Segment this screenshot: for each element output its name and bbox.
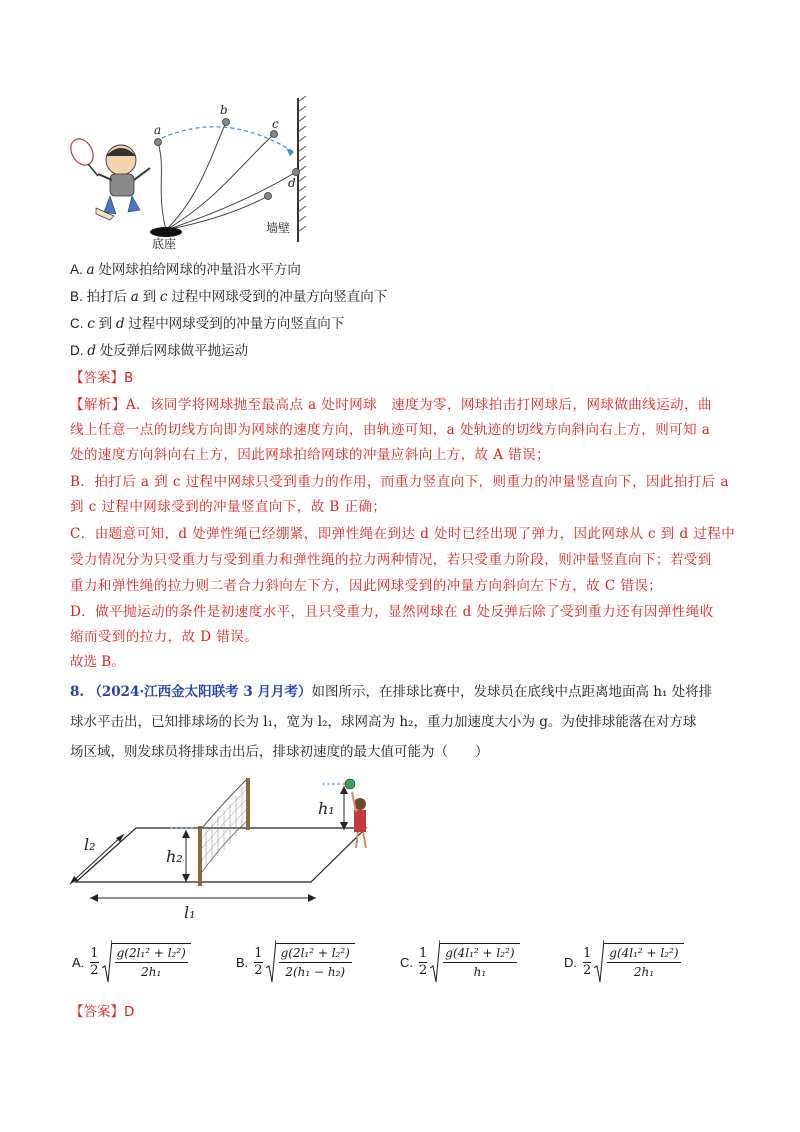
point-d-label: d — [288, 176, 296, 190]
l2-label: l₂ — [84, 835, 96, 854]
choice-d: D. $\frac{1}{2}$ g(4l₁² + l₂²) 2h₁ — [564, 937, 684, 987]
q8-source: （2024·江西金太阳联考 3 月月考） — [88, 684, 312, 700]
q7-analysis-line-2: 线上任意一点的切线方向即为网球的速度方向，由轨迹可知，a 处轨迹的切线方向斜向右上方，则可知 a — [70, 422, 711, 438]
q7-analysis-line-7: 受力情况分为只受重力与受到重力和弹性绳的拉力两种情况，若只受重力阶段，则冲量竖直向下；若受到 — [70, 552, 712, 568]
choice-c: C. $\frac{1}{2}$ g(4l₁² + l₂²) h₁ — [400, 937, 520, 987]
choice-a: A. $\frac{1}{2}$ g(2l₁² + l₂²) 2h₁ — [72, 937, 191, 987]
h1-label: h₁ — [318, 799, 335, 818]
q7-analysis-line-8: 重力和弹性绳的拉力则二者合力斜向左下方，因此网球受到的冲量方向斜向左下方，故 C 错误； — [70, 578, 663, 594]
q7-analysis-line-9: D．做平抛运动的条件是初速度水平，且只受重力，显然网球在 d 处反弹后除了受到重力还有因弹性绳收 — [70, 604, 714, 620]
point-a-label: a — [154, 123, 162, 137]
q7-answer: 【答案】B — [70, 370, 134, 386]
analysis-label: 【解析】 — [70, 397, 126, 413]
q8-number: 8. — [70, 684, 85, 700]
q8-answer: 【答案】D — [70, 1004, 135, 1020]
q7-analysis-line-5: 到 c 过程中网球受到的冲量竖直向下，故 B 正确； — [70, 499, 387, 515]
tennis-figure — [66, 90, 326, 250]
choice-b: B. $\frac{1}{2}$ g(2l₁² + l₂²) 2(h₁ − h₂) — [236, 937, 355, 987]
option-b: B. 拍打后 a 到 c 过程中网球受到的冲量方向竖直向下 — [70, 289, 388, 305]
q7-analysis-line-6: C．由题意可知，d 处弹性绳已经绷紧，即弹性绳在到达 d 处时已经出现了弹力，因此网球从 c 到 d 过程中 — [70, 526, 736, 542]
q7-analysis-line-3: 处的速度方向斜向右上方，因此网球拍给网球的冲量应斜向上方，故 A 错误； — [70, 447, 551, 463]
point-c-label: c — [272, 117, 279, 131]
q7-analysis-line-11: 故选 B。 — [70, 654, 125, 670]
q7-analysis-line-4: B．拍打后 a 到 c 过程中网球只受到重力的作用，而重力竖直向下，则重力的冲量竖直向下，因此拍打后 a — [70, 474, 729, 490]
option-d: D. d 处反弹后网球做平抛运动 — [70, 343, 249, 359]
q8-stem-line-2: 球水平击出，已知排球场的长为 l₁，宽为 l₂，球网高为 h₂，重力加速度大小为 g。为使排球能落在对方球 — [70, 714, 697, 730]
q7-analysis-line-10: 缩而受到的拉力，故 D 错误。 — [70, 629, 259, 645]
q7-analysis-line-1: 【解析】A．该同学将网球抛至最高点 a 处时网球 速度为零，网球拍击打网球后，网球做曲线运动，曲 — [70, 397, 712, 413]
point-b-label: b — [220, 103, 228, 117]
base-label: 底座 — [152, 237, 177, 250]
q8-stem-line-1: 8. （2024·江西金太阳联考 3 月月考）如图所示，在排球比赛中，发球员在底线中点距离地面高 h₁ 处将排 — [70, 684, 713, 700]
option-c: C. c 到 d 过程中网球受到的冲量方向竖直向下 — [70, 316, 345, 332]
volleyball-court-figure — [66, 772, 386, 922]
l1-label: l₁ — [184, 903, 196, 922]
h2-label: h₂ — [166, 847, 183, 866]
q8-stem-line-3: 场区域，则发球员将排球击出后，排球初速度的最大值可能为（ ） — [70, 744, 489, 760]
wall-label: 墙壁 — [266, 221, 291, 235]
option-a: A. a 处网球拍给网球的冲量沿水平方向 — [70, 262, 301, 278]
